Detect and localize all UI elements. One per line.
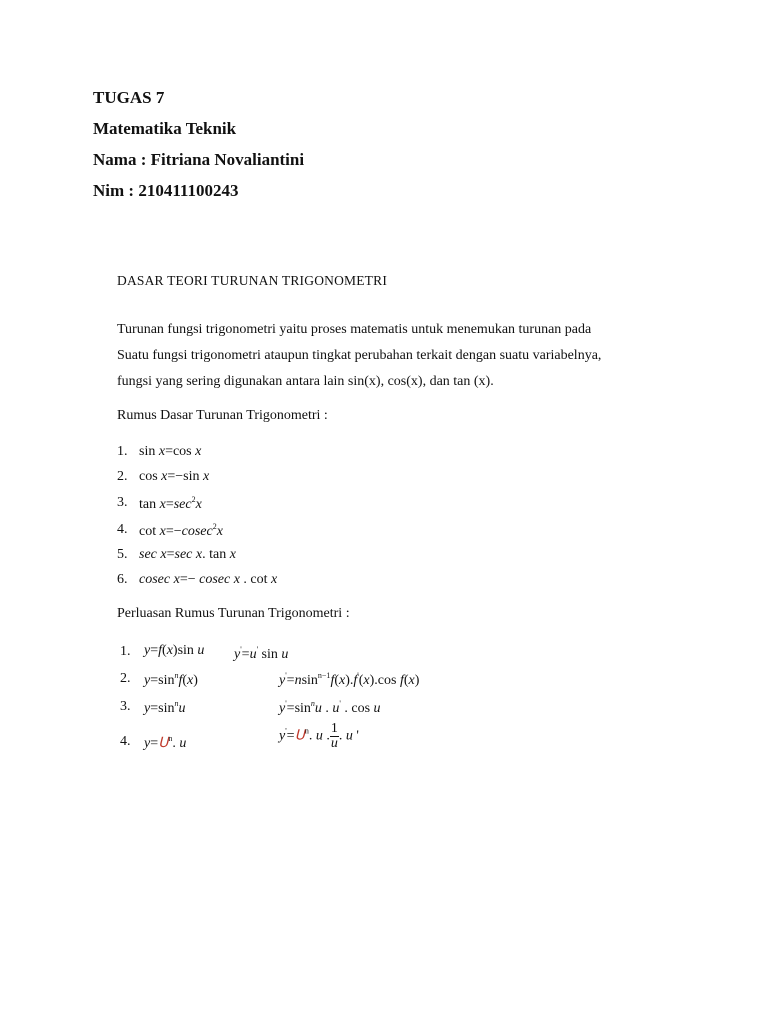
formula-sec: sec x=sec x. tan x [139,547,236,562]
formula-ext4-right: y'=ᑌ$^n$. u . $\frac{1}{u}$ . u ' [279,721,359,751]
list-number: 6. [117,572,128,587]
paragraph-line: Suatu fungsi trigonometri ataupun tingkat perubahan terkait dengan suatu variabelnya, [117,348,602,363]
paragraph-line: fungsi yang sering digunakan antara lain sin(x), cos(x), dan tan (x). [117,374,494,389]
formula-ext4-left: y=ᑌ$^n$. u [144,734,187,751]
list-number: 5. [117,547,128,562]
formula-cos: cos x=−sin x [139,469,210,484]
list-number: 1. [117,444,128,459]
formula-ext3-left: $y=\sin^nu$ [144,699,186,716]
list-number: 3. [117,495,128,510]
list-number: 4. [117,522,128,537]
list-number: 2. [117,469,128,484]
formula-cosec: cosec x=− cosec x . cot x [139,572,278,587]
formula-cot: cot x=−cosec$^2$x [139,522,223,539]
formula-ext1-left: y=f(x)sin u [144,643,205,658]
formula-tan: $\tan x=\sec^2x$ [139,495,202,512]
basic-formulas-heading: Rumus Dasar Turunan Trigonometri : [117,408,328,423]
paragraph-line: Turunan fungsi trigonometri yaitu proses matematis untuk menemukan turunan pada [117,322,592,337]
section-heading: DASAR TEORI TURUNAN TRIGONOMETRI [117,273,388,288]
extended-formulas-heading: Perluasan Rumus Turunan Trigonometri : [117,606,350,621]
list-number: 2. [120,671,131,686]
formula-sin: sin x=cos x [139,444,202,459]
list-number: 4. [120,734,131,749]
student-nim: Nim : 210411100243 [93,181,239,200]
formula-ext2-left: $y=\sin^nf(x)$ [144,671,198,688]
list-number: 1. [120,644,131,659]
formula-ext2-right: y'=nsin$^{n-1}$f(x).f'(x).cos f(x) [279,671,420,688]
student-name: Nama : Fitriana Novaliantini [93,150,305,169]
formula-ext1-right: y'=u' sin u [234,645,289,662]
doc-title: TUGAS 7 [93,88,165,107]
formula-ext3-right: $y'=\sin^nu$ . u' . cos u [279,699,381,716]
doc-subject: Matematika Teknik [93,119,237,138]
list-number: 3. [120,699,131,714]
